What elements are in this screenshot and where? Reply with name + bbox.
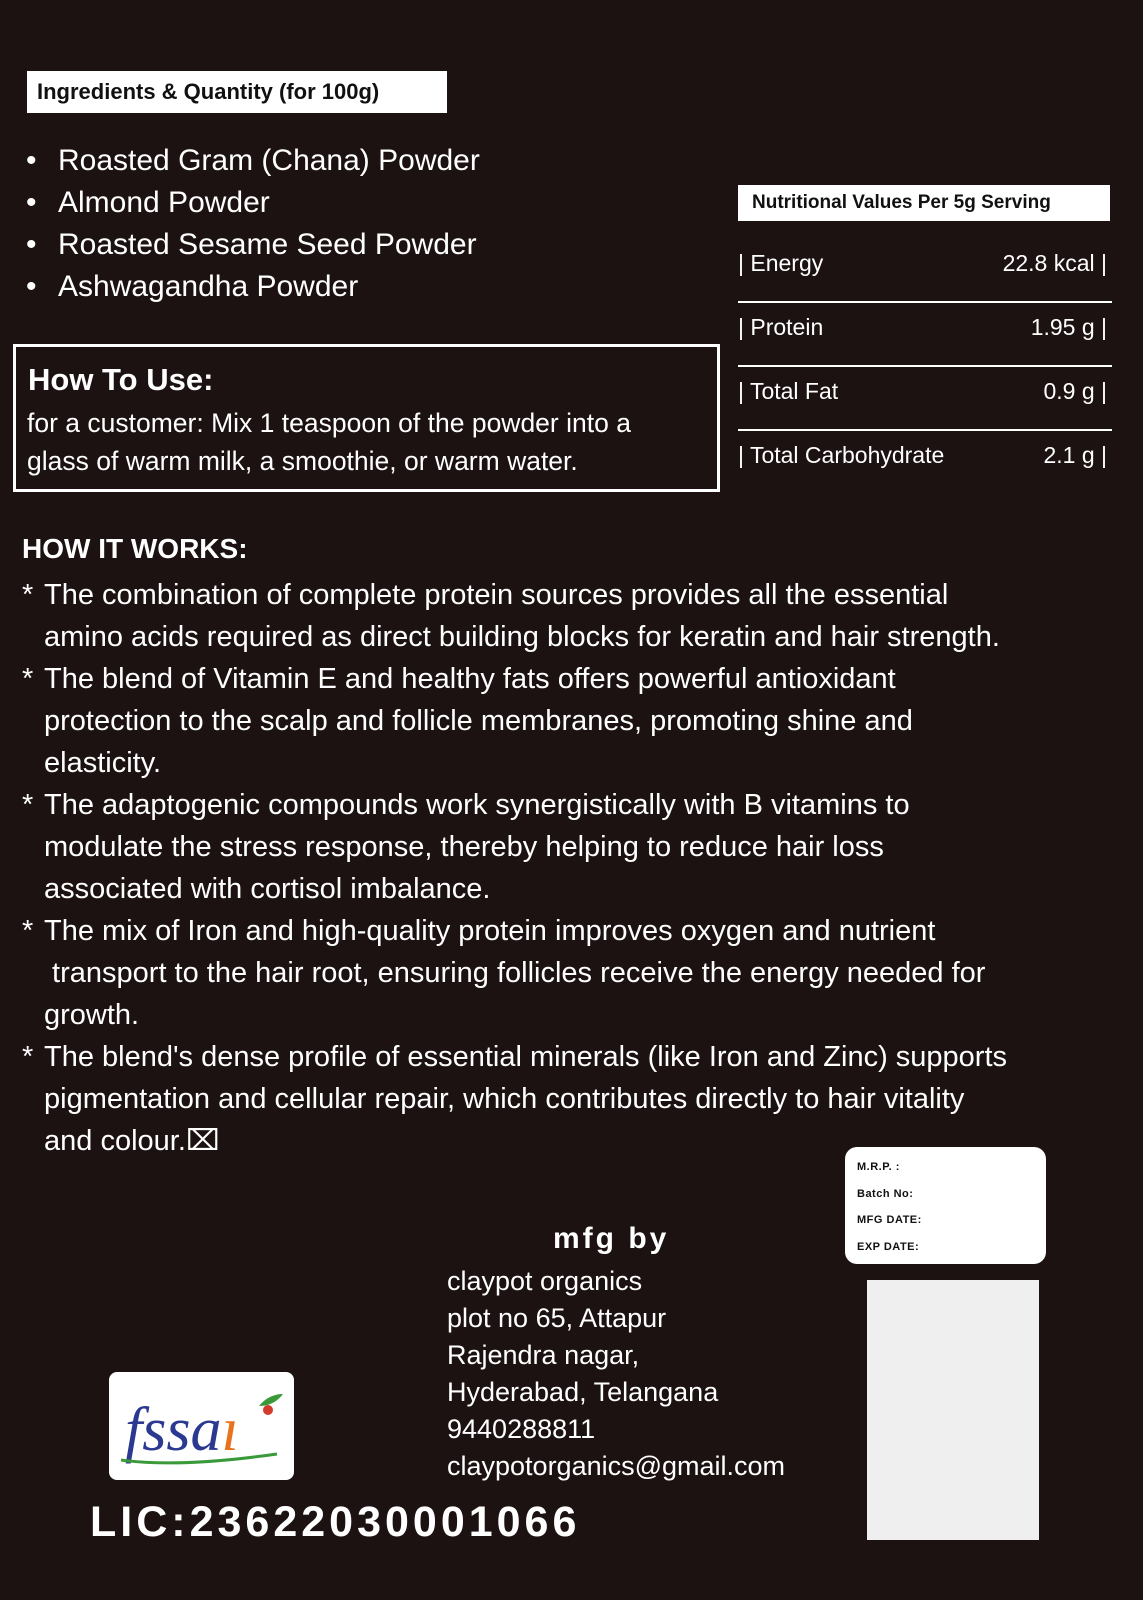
mfg-line: plot no 65, Attapur	[447, 1303, 667, 1333]
barcode-placeholder	[867, 1280, 1039, 1540]
how-to-use-line: glass of warm milk, a smoothie, or warm water.	[27, 446, 578, 476]
ingredients-title: Ingredients & Quantity (for 100g)	[27, 71, 447, 113]
mfg-title: mfg by	[553, 1222, 670, 1255]
nutrition-label: | Energy	[738, 250, 824, 276]
how-it-works-line: elasticity.	[44, 747, 162, 779]
how-it-works-title: HOW IT WORKS:	[22, 533, 248, 564]
fssai-dot-icon	[263, 1405, 273, 1415]
ingredient-item: • Roasted Gram (Chana) Powder	[22, 140, 480, 182]
how-it-works-line: protection to the scalp and follicle membranes, promoting shine and	[44, 705, 913, 737]
nutrition-row-fat	[738, 364, 1111, 428]
fssai-logo-text: fssaı	[125, 1396, 239, 1464]
how-it-works-line: modulate the stress response, thereby helping to reduce hair loss	[44, 831, 884, 863]
nutrition-value: 2.1 g |	[1043, 442, 1107, 468]
nutrition-row-carbohydrate	[738, 428, 1111, 492]
mfg-address	[447, 1263, 785, 1485]
exp-date-label: EXP DATE:	[857, 1240, 920, 1253]
nutrition-label: | Total Carbohydrate	[738, 442, 945, 468]
how-to-use-line: for a customer: Mix 1 teaspoon of the powder into a	[27, 408, 631, 438]
mfg-email: claypotorganics@gmail.com	[447, 1451, 786, 1481]
mrp-label-box	[845, 1147, 1046, 1264]
how-to-use-text	[27, 404, 727, 480]
ingredient-item: • Ashwagandha Powder	[22, 266, 480, 308]
license-number: LIC:23622030001066	[90, 1498, 581, 1546]
nutrition-row-protein	[738, 300, 1111, 364]
mfg-line: Hyderabad, Telangana	[447, 1377, 719, 1407]
how-it-works-line: amino acids required as direct building blocks for keratin and hair strength.	[44, 621, 1000, 653]
fssai-logo-graphic	[109, 1372, 294, 1480]
how-it-works-line: transport to the hair root, ensuring follicles receive the energy needed for	[44, 957, 986, 989]
how-it-works-line: associated with cortisol imbalance.	[44, 873, 491, 905]
nutrition-value: 22.8 kcal |	[1002, 250, 1107, 276]
nutrition-label: | Protein	[738, 314, 824, 340]
ingredients-list	[22, 140, 480, 308]
fssai-logo	[109, 1372, 294, 1480]
how-it-works-line: * The mix of Iron and high-quality protein improves oxygen and nutrient	[22, 910, 1142, 952]
mfg-date-label: MFG DATE:	[857, 1214, 922, 1226]
how-to-use-title: How To Use:	[28, 362, 214, 397]
how-it-works-line: pigmentation and cellular repair, which contributes directly to hair vitality	[44, 1083, 965, 1115]
mfg-line: Rajendra nagar,	[447, 1340, 640, 1370]
mfg-line: claypot organics	[447, 1266, 643, 1296]
fssai-leaf-icon	[259, 1394, 283, 1406]
nutrition-value: 0.9 g |	[1043, 378, 1107, 404]
how-it-works-line: * The adaptogenic compounds work synergistically with B vitamins to	[22, 784, 1142, 826]
nutrition-label: | Total Fat	[738, 378, 839, 404]
how-it-works-line: * The combination of complete protein sources provides all the essential	[22, 574, 1142, 616]
how-it-works-line: and colour.⌧	[44, 1125, 220, 1157]
how-it-works-line: * The blend's dense profile of essential minerals (like Iron and Zinc) supports	[22, 1036, 1142, 1078]
nutrition-value: 1.95 g |	[1030, 314, 1107, 340]
nutrition-row-energy	[738, 236, 1111, 300]
how-it-works-line: * The blend of Vitamin E and healthy fats offers powerful antioxidant	[22, 658, 1142, 700]
nutrition-title: Nutritional Values Per 5g Serving	[738, 185, 1110, 221]
how-it-works-list	[22, 574, 1142, 1162]
mrp-label: M.R.P. :	[857, 1161, 900, 1173]
ingredient-item: • Almond Powder	[22, 182, 480, 224]
batch-label: Batch No:	[857, 1187, 914, 1200]
ingredient-item: • Roasted Sesame Seed Powder	[22, 224, 480, 266]
how-it-works-line: growth.	[44, 999, 140, 1031]
mfg-phone: 9440288811	[447, 1414, 596, 1444]
